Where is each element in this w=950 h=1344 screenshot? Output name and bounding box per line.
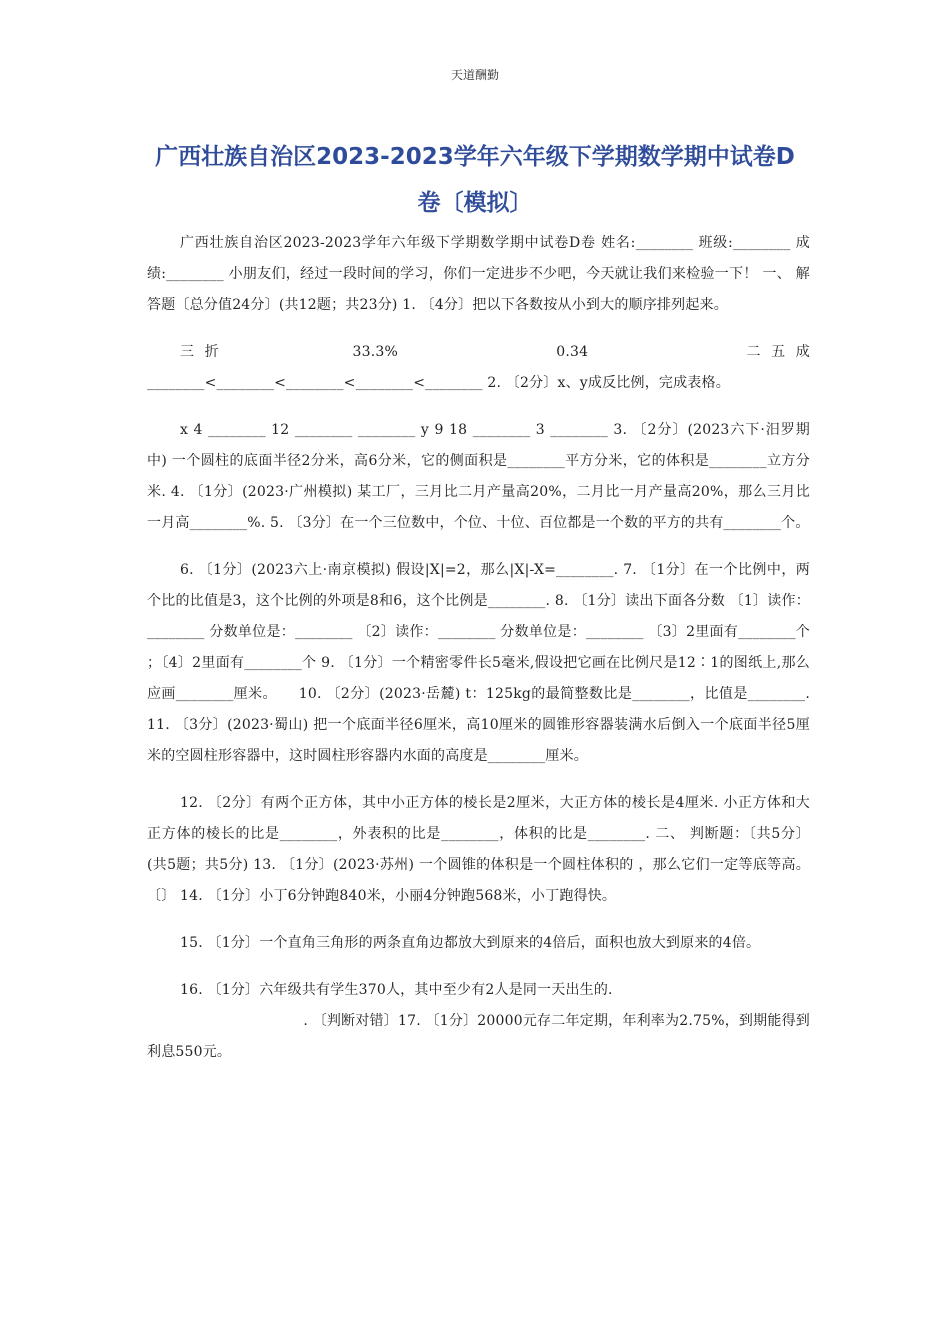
document-body bbox=[147, 228, 810, 1084]
page-header: 天道酬勤 bbox=[450, 68, 499, 82]
title-line-2: 卷〔模拟〕 bbox=[417, 190, 533, 216]
title-line-1: 广西壮族自治区2023-2023学年六年级下学期数学期中试卷D bbox=[155, 144, 795, 170]
paragraph: 16. 〔1分〕六年级共有学生370人，其中至少有2人是同一天出生的. bbox=[180, 982, 613, 998]
paragraph: 15. 〔1分〕一个直角三角形的两条直角边都放大到原来的4倍后，面积也放大到原来的4倍。 bbox=[180, 935, 761, 951]
paragraph: 广西壮族自治区2023-2023学年六年级下学期数学期中试卷D卷 姓名:________ 班级:________ 成绩:________ 小朋友们，经过一段时间的学习，你们一定进步不少吧，今天就让我们来检验一下！ 一、 解答题〔总分值24分〕(共12题；共23分) 1. 〔4分〕把以下各数按从小到大的顺序排列起来。 bbox=[147, 235, 810, 313]
paragraph: 三折 33.3% 0.34 二五成 ________<________<________<________<________ 2. 〔2分〕x、y成反比例，完成表格。 bbox=[147, 344, 810, 391]
paragraph: x 4 ________ 12 ________ ________ y 9 18 ________ 3 ________ 3. 〔2分〕(2023六下·汨罗期中) 一个圆柱的底面半径2分米，高6分米，它的侧面积是________平方分米，它的体积是________立方分米. 4. 〔1分〕(2023·广州模拟) 某工厂，三月比二月产量高20%，二月比一月产量高20%，那么三月比一月高________%. 5. 〔3分〕在一个三位数中，个位、十位、百位都是一个数的平方的共有________个。 bbox=[147, 422, 810, 531]
paragraph: 6. 〔1分〕(2023六上·南京模拟) 假设|X|=2，那么|X|-X=________. 7. 〔1分〕在一个比例中，两个比的比值是3，这个比例的外项是8和6，这个比例是________. 8. 〔1分〕读出下面各分数 〔1〕读作：________ 分数单位是：________ 〔2〕读作：________ 分数单位是：________ 〔3〕2里面有________个 ；〔4〕2里面有________个 9. 〔1分〕一个精密零件长5毫米,假设把它画在比例尺是12∶1的图纸上,那么应画________厘米。 10. 〔2分〕(2023·岳麓) t：125kg的最简整数比是________，比值是________. 11. 〔3分〕(2023·蜀山) 把一个底面半径6厘米，高10厘米的圆锥形容器装满水后倒入一个底面半径5厘米的空圆柱形容器中，这时圆柱形容器内水面的高度是________厘米。 bbox=[147, 562, 810, 764]
paragraph: 12. 〔2分〕有两个正方体，其中小正方体的棱长是2厘米，大正方体的棱长是4厘米. 小正方体和大正方体的棱长的比是________，外表积的比是________，体积的比是________. 二、 判断题：〔共5分〕(共5题；共5分) 13. 〔1分〕(2023·苏州) 一个圆锥的体积是一个圆柱体积的 ，那么它们一定等底等高。〔〕 14. 〔1分〕小丁6分钟跑840米，小丽4分钟跑568米，小丁跑得快。 bbox=[147, 795, 810, 904]
document-title bbox=[120, 134, 830, 226]
paragraph-last: . 〔判断对错〕17. 〔1分〕20000元存二年定期，年利率为2.75%，到期能得到利息550元。 bbox=[147, 1013, 810, 1060]
